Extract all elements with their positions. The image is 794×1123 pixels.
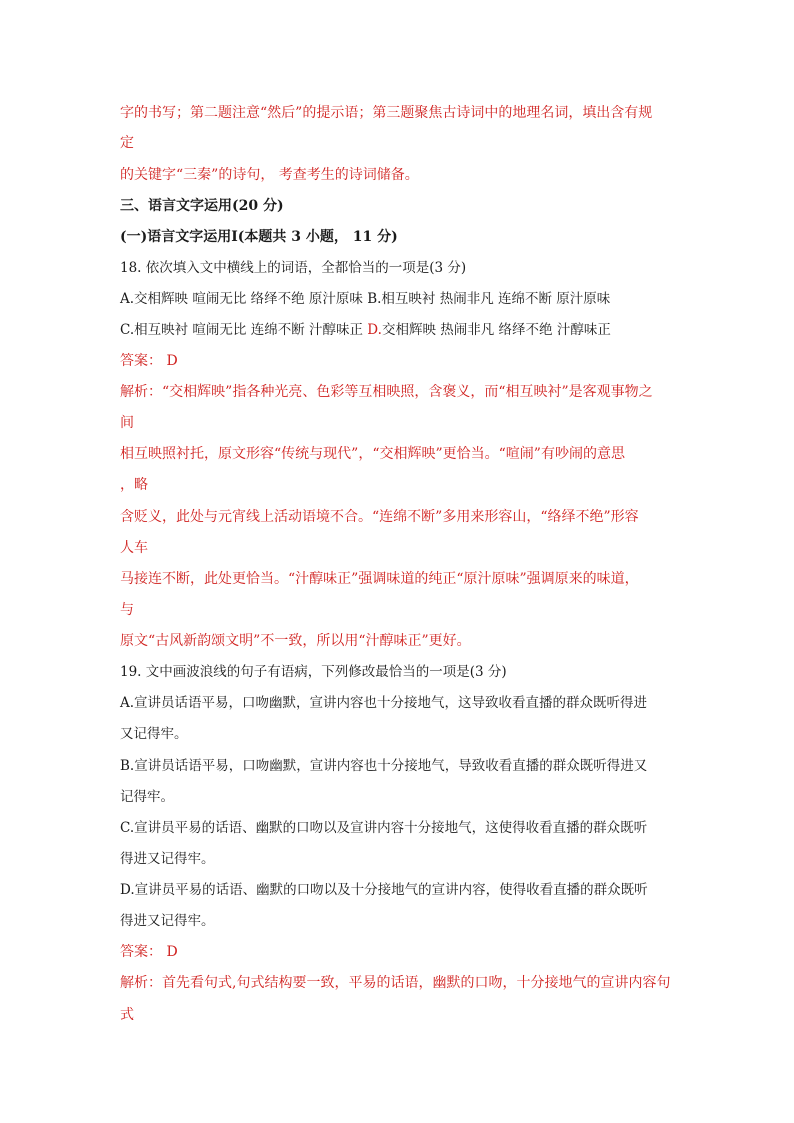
analysis-line: 式 bbox=[120, 1007, 134, 1023]
option-line bbox=[120, 320, 680, 340]
text-line: 字的书写；第二题注意“然后”的提示语；第三题聚焦古诗词中的地理名词，填出含有规 bbox=[120, 105, 653, 121]
analysis-line: 解析：首先看句式,句式结构要一致，平易的话语，幽默的口吻，十分接地气的宣讲内容句 bbox=[120, 975, 671, 991]
analysis-line: 与 bbox=[120, 602, 134, 618]
subsection-heading: (一)语言文字运用Ⅰ(本题共 3 小题， 11 分) bbox=[120, 229, 398, 245]
option-c: C.相互映衬 喧闹无比 连绵不断 汁醇味正 bbox=[120, 322, 364, 338]
analysis-line: 原文“古风新韵颂文明”不一致，所以用“汁醇味正”更好。 bbox=[120, 633, 471, 649]
question-18: 18. 依次填入文中横线上的词语，全都恰当的一项是(3 分) bbox=[120, 260, 467, 276]
option-line: C.宣讲员平易的话语、幽默的口吻以及宣讲内容十分接地气，这使得收看直播的群众既听 bbox=[120, 820, 648, 836]
question-19: 19. 文中画波浪线的句子有语病，下列修改最恰当的一项是(3 分) bbox=[120, 664, 507, 680]
section-heading: 三、语言文字运用(20 分) bbox=[120, 198, 284, 214]
analysis-line: 间 bbox=[120, 415, 134, 431]
text-line: 的关键字“三秦”的诗句， 考查考生的诗词储备。 bbox=[120, 167, 419, 183]
option-d-label: D. bbox=[363, 322, 382, 338]
analysis-line: ，略 bbox=[120, 477, 148, 493]
answer-18: 答案： D bbox=[120, 353, 178, 369]
analysis-line: 马接连不断，此处更恰当。“汁醇味正”强调味道的纯正“原汁原味”强调原来的味道， bbox=[120, 571, 639, 587]
option-line: 记得牢。 bbox=[120, 789, 174, 805]
analysis-line: 人车 bbox=[120, 540, 148, 556]
analysis-line: 解析：“交相辉映”指各种光亮、色彩等互相映照，含褒义，而“相互映衬”是客观事物之 bbox=[120, 384, 653, 400]
option-line: 得进又记得牢。 bbox=[120, 851, 215, 867]
option-d: 交相辉映 热闹非凡 络绎不绝 汁醇味正 bbox=[381, 322, 611, 338]
text-line: 定 bbox=[120, 135, 134, 151]
option-line: A.交相辉映 喧闹无比 络绎不绝 原汁原味 B.相互映衬 热闹非凡 连绵不断 原汁原味 bbox=[120, 291, 611, 307]
answer-19: 答案： D bbox=[120, 944, 178, 960]
option-line: A.宣讲员话语平易，口吻幽默，宣讲内容也十分接地气，这导致收看直播的群众既听得进 bbox=[120, 695, 648, 711]
analysis-line: 含贬义，此处与元宵线上活动语境不合。“连绵不断”多用来形容山，“络绎不绝”形容 bbox=[120, 509, 639, 525]
option-line: 得进又记得牢。 bbox=[120, 913, 215, 929]
option-line: B.宣讲员话语平易，口吻幽默，宣讲内容也十分接地气，导致收看直播的群众既听得进又 bbox=[120, 758, 648, 774]
analysis-line: 相互映照衬托，原文形容“传统与现代”，“交相辉映”更恰当。“喧闹”有吵闹的意思 bbox=[120, 446, 625, 462]
option-line: 又记得牢。 bbox=[120, 726, 188, 742]
option-line: D.宣讲员平易的话语、幽默的口吻以及十分接地气的宣讲内容，使得收看直播的群众既听 bbox=[120, 882, 648, 898]
